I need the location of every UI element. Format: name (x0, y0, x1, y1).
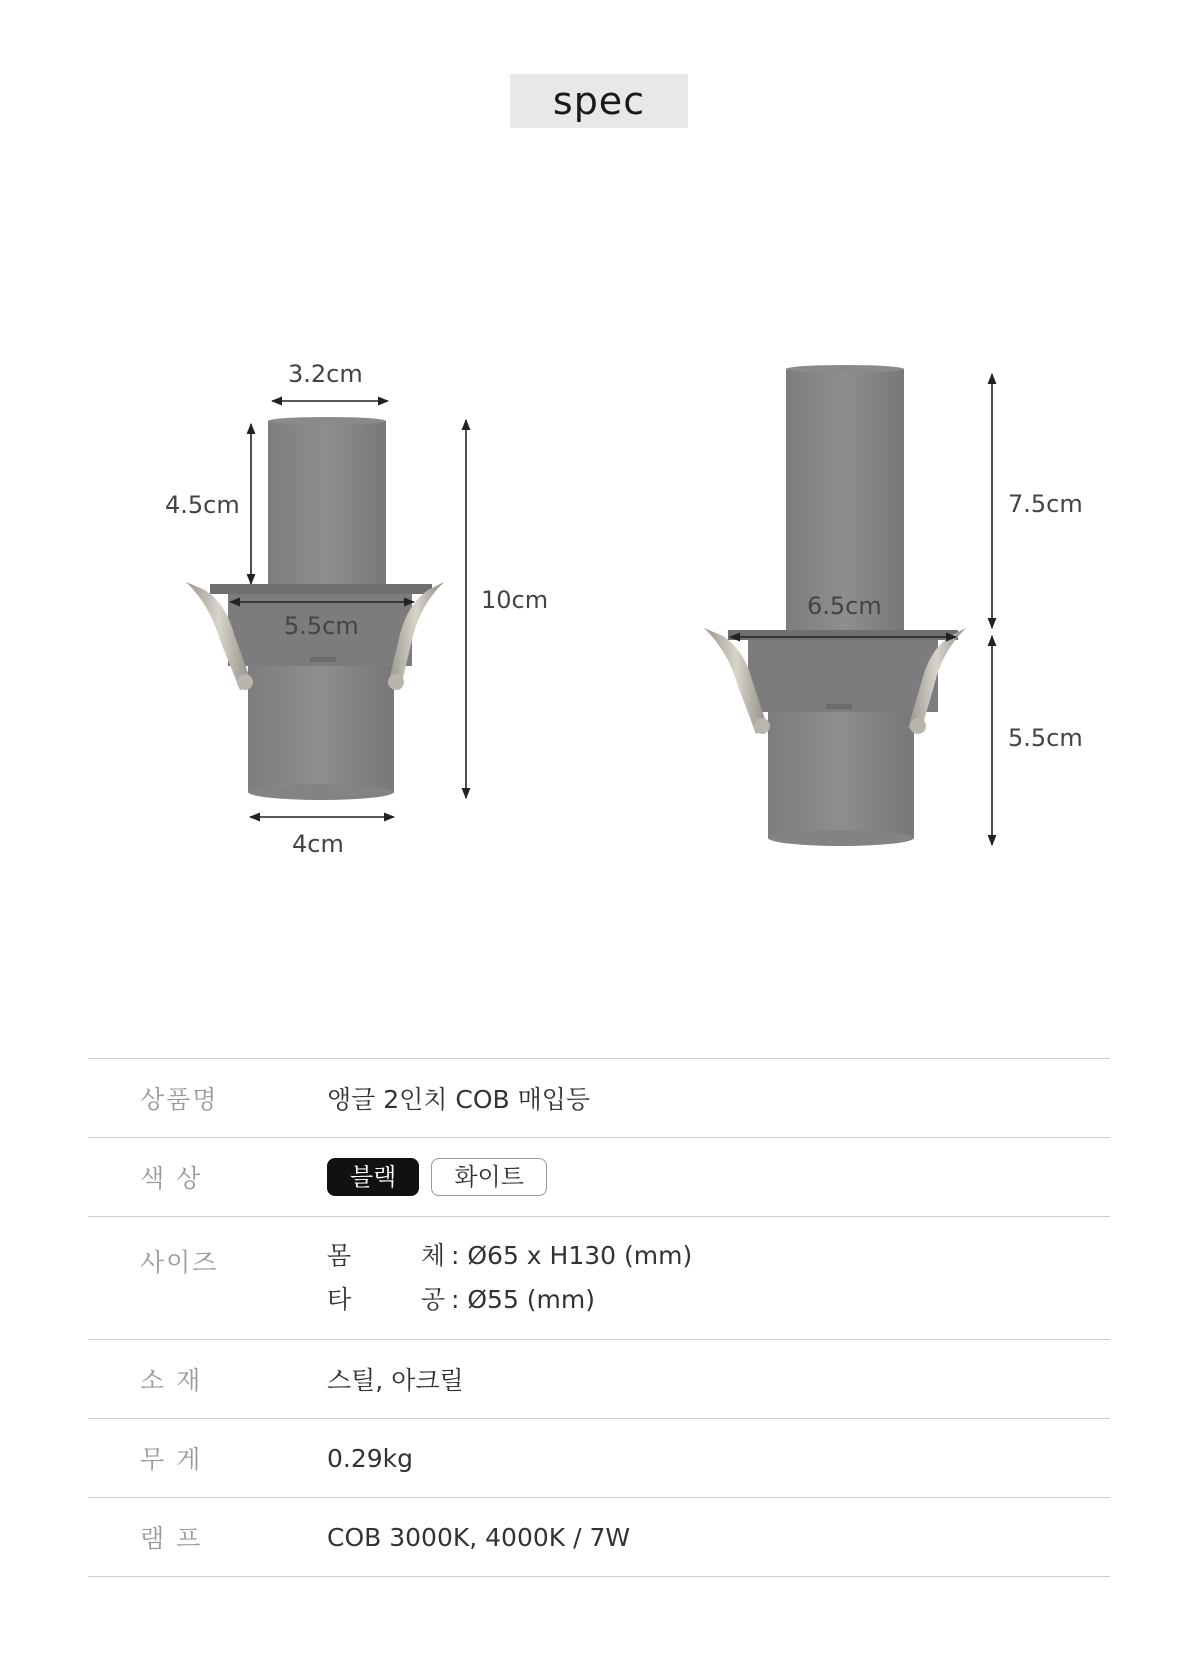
color-option-black[interactable]: 블랙 (327, 1158, 419, 1196)
size-hole-line (327, 1278, 1109, 1322)
spec-row-weight (88, 1419, 1110, 1498)
spec-label-color: 색 상 (88, 1138, 326, 1217)
spec-value-color (326, 1138, 1110, 1217)
color-option-white[interactable]: 화이트 (431, 1158, 547, 1196)
spec-row-lamp (88, 1498, 1110, 1577)
dim-bottom-width: 4cm (292, 830, 344, 858)
size-body-value: : Ø65 x H130 (mm) (451, 1241, 693, 1270)
left-product (186, 417, 444, 800)
size-hole-value: : Ø55 (mm) (451, 1285, 596, 1314)
size-body-line (327, 1234, 1109, 1278)
spec-label-size: 사이즈 (88, 1217, 326, 1340)
spec-title: spec (510, 74, 688, 128)
dim-top-width: 3.2cm (288, 360, 363, 388)
size-hole-key-a: 타 (327, 1285, 352, 1314)
dim-total-height: 10cm (481, 586, 549, 614)
spec-value-size (326, 1217, 1110, 1340)
spec-value-material: 스틸, 아크릴 (326, 1340, 1110, 1419)
dim-flange-width: 5.5cm (284, 612, 359, 640)
dim-flange-width-right: 6.5cm (807, 592, 882, 620)
spec-row-size (88, 1217, 1110, 1340)
spec-row-color (88, 1138, 1110, 1217)
spec-label-name: 상품명 (88, 1059, 326, 1138)
spec-label-lamp: 램 프 (88, 1498, 326, 1577)
dim-top-height: 4.5cm (165, 491, 240, 519)
spec-value-weight: 0.29kg (326, 1419, 1110, 1498)
spec-value-lamp: COB 3000K, 4000K / 7W (326, 1498, 1110, 1577)
dim-lower-height: 5.5cm (1008, 724, 1083, 752)
size-body-key-a: 몸 (327, 1241, 352, 1270)
spec-value-name: 앵글 2인치 COB 매입등 (326, 1059, 1110, 1138)
dim-upper-height: 7.5cm (1008, 490, 1083, 518)
spec-row-name (88, 1059, 1110, 1138)
size-hole-key-b: 공 (420, 1285, 445, 1314)
spec-label-weight: 무 게 (88, 1419, 326, 1498)
size-body-key-b: 체 (420, 1241, 445, 1270)
spec-table (88, 1058, 1110, 1577)
spec-row-material (88, 1340, 1110, 1419)
spec-label-material: 소 재 (88, 1340, 326, 1419)
